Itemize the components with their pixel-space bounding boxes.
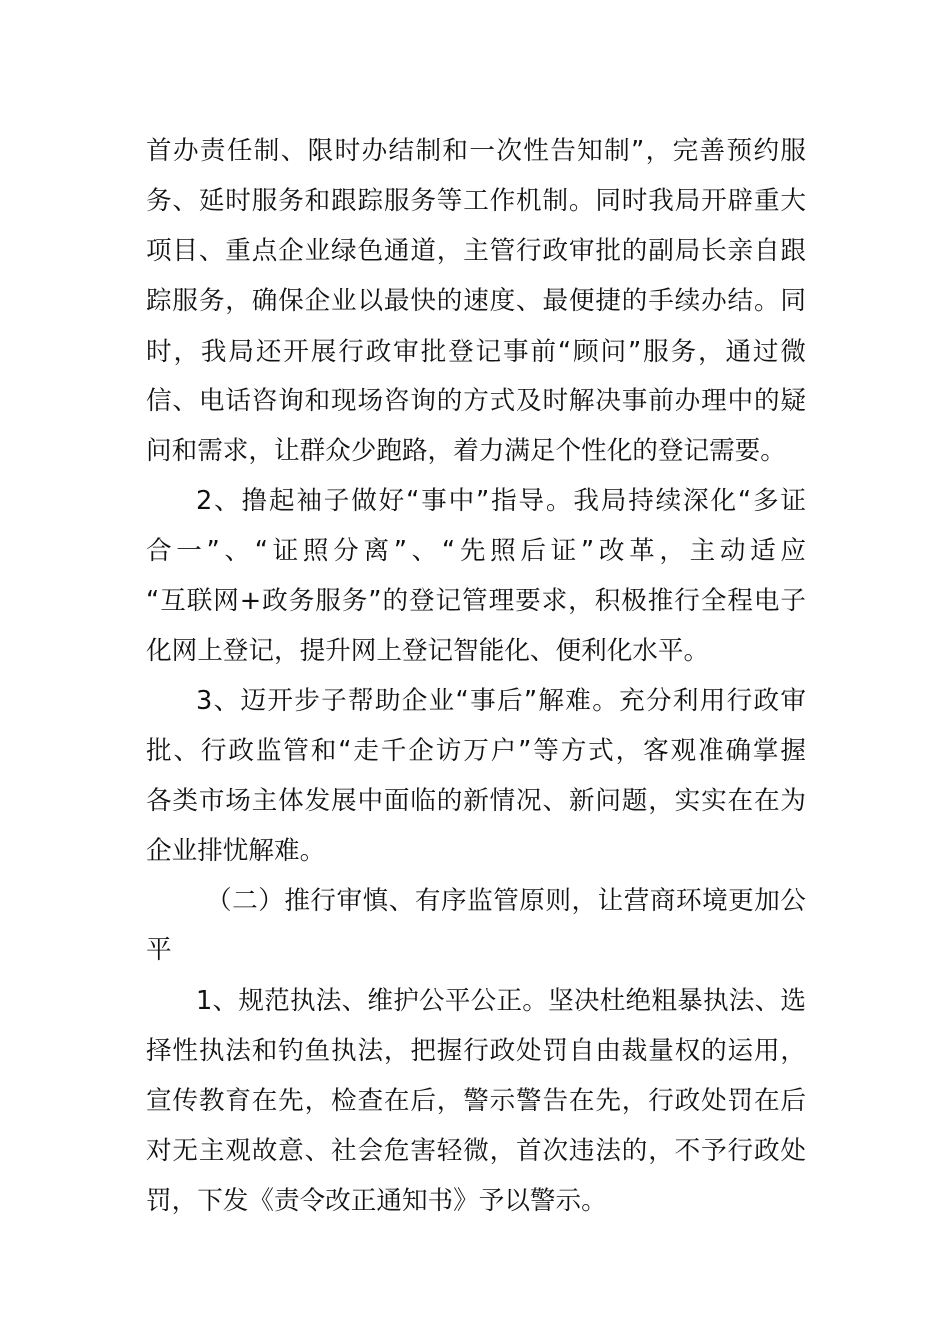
text-line-9: 合一”、“证照分离”、“先照后证”改革，主动适应 [146,536,806,566]
text-line-21: 对无主观故意、社会危害轻微，首次违法的，不予行政处 [146,1136,806,1166]
section-heading-line-2: 平 [146,935,172,965]
text-line-19: 择性执法和钓鱼执法，把握行政处罚自由裁量权的运用， [146,1036,806,1066]
text-line-8: 2、撸起袖子做好“事中”指导。我局持续深化“多证 [196,486,806,516]
text-line-20: 宣传教育在先，检查在后，警示警告在先，行政处罚在后 [146,1086,806,1116]
text-line-11: 化网上登记，提升网上登记智能化、便利化水平。 [146,636,710,666]
text-line-4: 踪服务，确保企业以最快的速度、最便捷的手续办结。同 [146,286,806,316]
text-line-13: 批、行政监管和“走千企访万户”等方式，客观准确掌握 [146,736,806,766]
text-line-6: 信、电话咨询和现场咨询的方式及时解决事前办理中的疑 [146,386,806,416]
section-heading-line-1: （二）推行审慎、有序监管原则，让营商环境更加公 [206,886,806,916]
text-line-5: 时，我局还开展行政审批登记事前“顾问”服务，通过微 [146,337,806,367]
text-line-2: 务、延时服务和跟踪服务等工作机制。同时我局开辟重大 [146,186,806,216]
text-line-15: 企业排忧解难。 [146,836,326,866]
text-line-10: “互联网+政务服务”的登记管理要求，积极推行全程电子 [146,586,806,616]
text-line-22: 罚，下发《责令改正通知书》予以警示。 [146,1186,607,1216]
text-line-14: 各类市场主体发展中面临的新情况、新问题，实实在在为 [146,786,806,816]
text-line-1: 首办责任制、限时办结制和一次性告知制”，完善预约服 [146,136,806,166]
text-line-18: 1、规范执法、维护公平公正。坚决杜绝粗暴执法、选 [196,986,806,1016]
text-line-3: 项目、重点企业绿色通道，主管行政审批的副局长亲自跟 [146,236,806,266]
text-line-7: 问和需求，让群众少跑路，着力满足个性化的登记需要。 [146,436,786,466]
text-line-12: 3、迈开步子帮助企业“事后”解难。充分利用行政审 [196,686,806,716]
